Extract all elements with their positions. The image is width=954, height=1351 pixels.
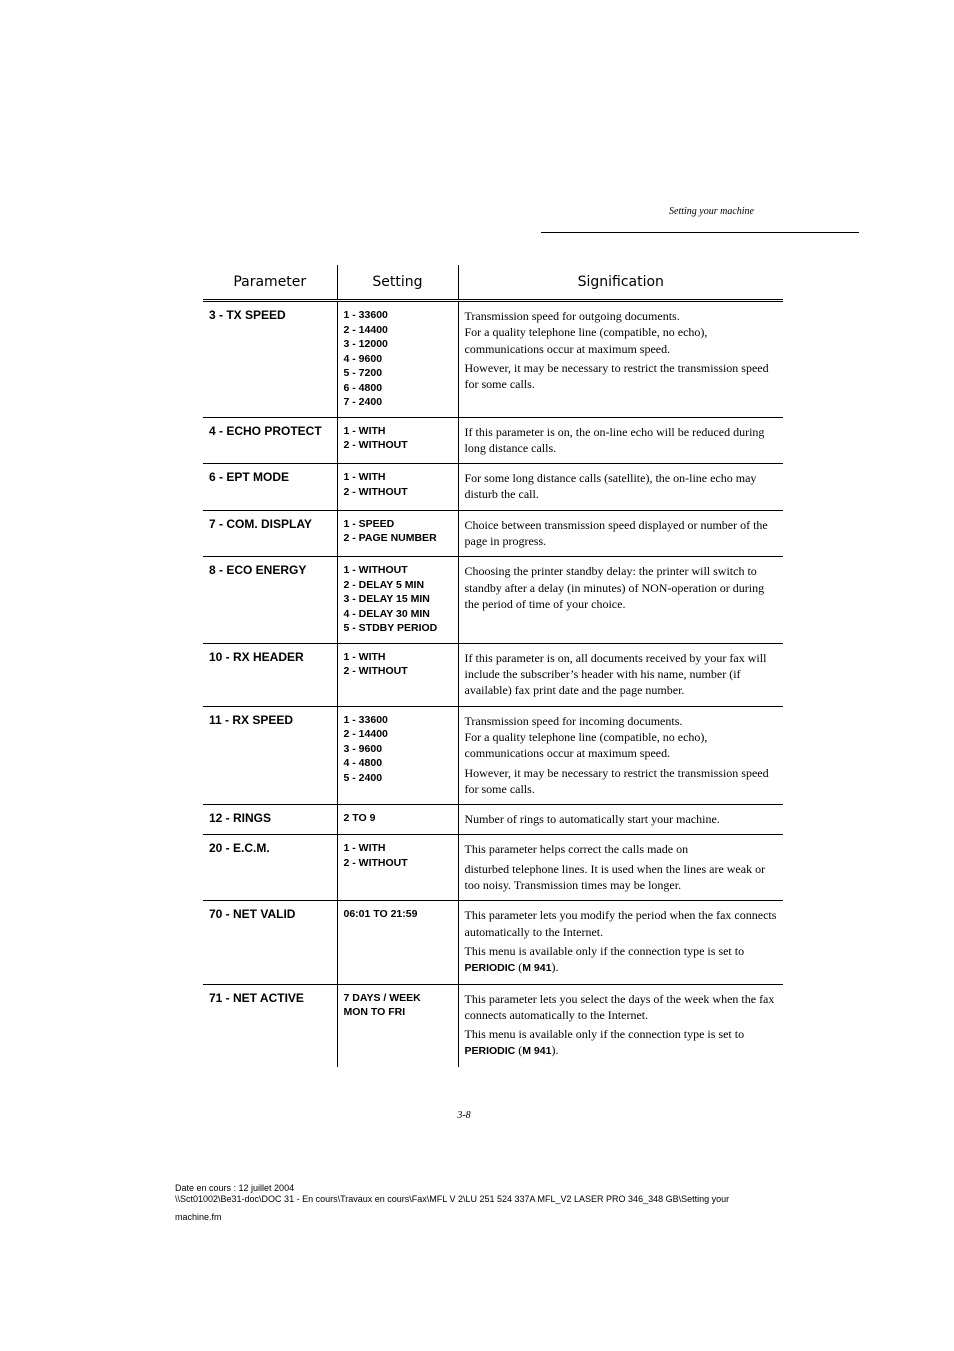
setting-option: 2 - WITHOUT: [343, 856, 408, 869]
signification-text: However, it may be necessary to restrict the transmission speed for some calls.: [464, 765, 769, 796]
table-row: [203, 557, 783, 644]
setting-option: 1 - 33600: [343, 713, 388, 726]
signification-paragraph: [465, 713, 778, 762]
parameter-cell: 71 - NET ACTIVE: [209, 990, 304, 1005]
signification-cell: [458, 706, 783, 804]
setting-option: 4 - DELAY 30 MIN: [343, 607, 430, 620]
setting-option: 2 - WITHOUT: [343, 485, 408, 498]
table-row: [203, 417, 783, 464]
signification-text: Transmission speed for incoming documents. For a quality telephone line (compatible, no echo), communications occur at maximum speed.: [464, 713, 708, 761]
parameter-cell: 10 - RX HEADER: [203, 643, 337, 706]
signification-cell: [458, 417, 783, 464]
signification-paragraph: [465, 1026, 778, 1060]
setting-option: 4 - 4800: [343, 757, 383, 770]
signification-cell: [458, 835, 783, 901]
signification-paragraph: [465, 650, 778, 699]
table-body: [203, 301, 783, 1067]
signification-paragraph: [465, 841, 778, 857]
setting-option: 1 - SPEED: [343, 517, 395, 530]
signification-paragraph: [465, 943, 778, 977]
menu-reference-mode: PERIODIC: [464, 962, 516, 975]
table-header-row: [203, 265, 783, 301]
signification-text: disturbed telephone lines. It is used when the lines are weak or too noisy. Transmission times may be longer.: [464, 861, 766, 893]
setting-cell: [337, 301, 458, 418]
setting-cell: [337, 805, 458, 835]
parameter-cell: 8 - ECO ENERGY: [203, 557, 337, 644]
setting-cell: [337, 417, 458, 464]
parameter-cell: 7 - COM. DISPLAY: [203, 510, 337, 557]
header-rule: [541, 232, 859, 233]
setting-option: 2 - WITHOUT: [343, 439, 408, 451]
signification-paragraph: [465, 811, 778, 827]
running-title: Setting your machine: [669, 206, 754, 217]
setting-option: 06:01 TO 21:59: [343, 908, 418, 921]
parameter-cell: 3 - TX SPEED: [203, 301, 337, 418]
signification-paragraph: [465, 765, 778, 798]
setting-option: 5 - 2400: [343, 771, 383, 784]
setting-option: 1 - WITHOUT: [343, 564, 408, 577]
parameter-cell: 11 - RX SPEED: [203, 706, 337, 804]
signification-paragraph: [465, 563, 778, 612]
setting-option: 2 - 14400: [343, 323, 388, 336]
menu-reference-code: M 941: [522, 1045, 552, 1058]
setting-option: 4 - 9600: [343, 352, 383, 365]
page-number: 3-8: [457, 1110, 471, 1121]
footer-path-continued: machine.fm: [175, 1212, 222, 1222]
signification-cell: [458, 301, 783, 418]
table-row: [203, 301, 783, 418]
setting-option: 7 - 2400: [343, 396, 383, 408]
parameter-cell: 70 - NET VALID: [203, 901, 337, 984]
footer: [175, 1183, 795, 1223]
signification-paragraph: [465, 424, 778, 457]
signification-text: If this parameter is on, all documents received by your fax will include the subscriber’s header with his name, number (if available) fax print date and the page number.: [464, 650, 767, 698]
signification-cell: [458, 557, 783, 644]
signification-cell: [458, 805, 783, 835]
column-header-setting: Setting: [337, 265, 458, 301]
signification-text: Choice between transmission speed displayed or number of the page in progress.: [464, 517, 768, 548]
setting-option: 2 - PAGE NUMBER: [343, 532, 437, 545]
menu-reference-punct: (: [515, 1043, 523, 1058]
setting-cell: [337, 835, 458, 901]
parameter-cell: 4 - ECHO PROTECT: [203, 417, 337, 464]
table-row: [203, 984, 783, 1067]
signification-cell: [458, 510, 783, 557]
setting-option: 2 - WITHOUT: [343, 665, 408, 678]
setting-cell: [337, 706, 458, 804]
setting-option: 5 - STDBY PERIOD: [343, 622, 438, 635]
setting-option: 1 - WITH: [343, 842, 386, 855]
parameter-table: [203, 265, 783, 1067]
setting-cell: [337, 984, 458, 1067]
footer-path: \\Sct01002\Be31-doc\DOC 31 - En cours\Travaux en cours\Fax\MFL V 2\LU 251 524 337A MFL_V2 LASER PRO 346_348 GB\Setting your: [175, 1194, 730, 1204]
table-row: [203, 464, 783, 511]
menu-reference-mode: PERIODIC: [464, 1045, 516, 1058]
table-row: [203, 706, 783, 804]
signification-text: If this parameter is on, the on-line echo will be reduced during long distance calls.: [464, 424, 765, 455]
setting-option: 1 - WITH: [343, 424, 386, 437]
setting-option: 7 DAYS / WEEK: [343, 991, 421, 1004]
setting-cell: [337, 510, 458, 557]
setting-option: 2 TO 9: [343, 812, 376, 825]
table-row: [203, 643, 783, 706]
signification-text: Choosing the printer standby delay: the printer will switch to standby after a delay (in minutes) of NON-operation or during the period of time of your choice.: [464, 564, 765, 611]
signification-text: Number of rings to automatically start your machine.: [464, 812, 720, 827]
signification-text: This parameter lets you select the days of the week when the fax connects automatically to the Internet.: [464, 991, 775, 1022]
setting-option: 5 - 7200: [343, 367, 383, 379]
column-header-signification: Signification: [458, 265, 783, 301]
signification-paragraph: [465, 308, 778, 357]
signification-paragraph: [465, 907, 778, 940]
setting-option: 1 - WITH: [343, 650, 386, 663]
table-row: [203, 510, 783, 557]
signification-text: This menu is available only if the connection type is set to: [464, 943, 745, 958]
setting-option: 2 - 14400: [343, 728, 388, 741]
column-header-parameter: Parameter: [203, 265, 337, 301]
signification-text: This menu is available only if the connection type is set to: [464, 1027, 745, 1042]
signification-text: For some long distance calls (satellite), the on-line echo may disturb the call.: [464, 471, 757, 502]
setting-cell: [337, 901, 458, 984]
setting-option: MON TO FRI: [343, 1006, 406, 1019]
menu-reference-punct: ).: [551, 1043, 559, 1058]
signification-cell: [458, 643, 783, 706]
menu-reference-punct: ).: [551, 960, 559, 975]
parameter-cell: 20 - E.C.M.: [203, 835, 337, 901]
setting-cell: [337, 464, 458, 511]
setting-option: 2 - DELAY 5 MIN: [343, 578, 425, 591]
signification-paragraph: [465, 861, 778, 894]
setting-option: 3 - 9600: [343, 742, 383, 755]
signification-cell: [458, 901, 783, 984]
signification-paragraph: [465, 991, 778, 1024]
table-row: [203, 835, 783, 901]
table-row: [203, 805, 783, 835]
setting-option: 1 - 33600: [343, 309, 388, 321]
table-row: [203, 901, 783, 984]
menu-reference-code: M 941: [522, 962, 552, 975]
parameter-cell: 6 - EPT MODE: [203, 464, 337, 511]
signification-paragraph: [465, 360, 778, 393]
signification-text: This parameter helps correct the calls made on: [464, 842, 689, 857]
setting-cell: [337, 643, 458, 706]
signification-paragraph: [465, 470, 778, 503]
signification-cell: [458, 984, 783, 1067]
menu-reference-punct: (: [515, 960, 523, 975]
setting-option: 1 - WITH: [343, 471, 386, 484]
parameter-cell: 12 - RINGS: [203, 805, 337, 835]
footer-date: Date en cours : 12 juillet 2004: [175, 1183, 295, 1193]
signification-cell: [458, 464, 783, 511]
setting-cell: [337, 557, 458, 644]
setting-option: 3 - 12000: [343, 338, 388, 350]
setting-option: 3 - DELAY 15 MIN: [343, 593, 430, 606]
setting-option: 6 - 4800: [343, 381, 383, 394]
signification-text: However, it may be necessary to restrict the transmission speed for some calls.: [464, 360, 769, 392]
signification-text: Transmission speed for outgoing documents. For a quality telephone line (compatible, no echo), communications occur at maximum speed.: [464, 309, 708, 356]
signification-text: This parameter lets you modify the period when the fax connects automatically to the Internet.: [464, 908, 777, 939]
signification-paragraph: [465, 517, 778, 550]
